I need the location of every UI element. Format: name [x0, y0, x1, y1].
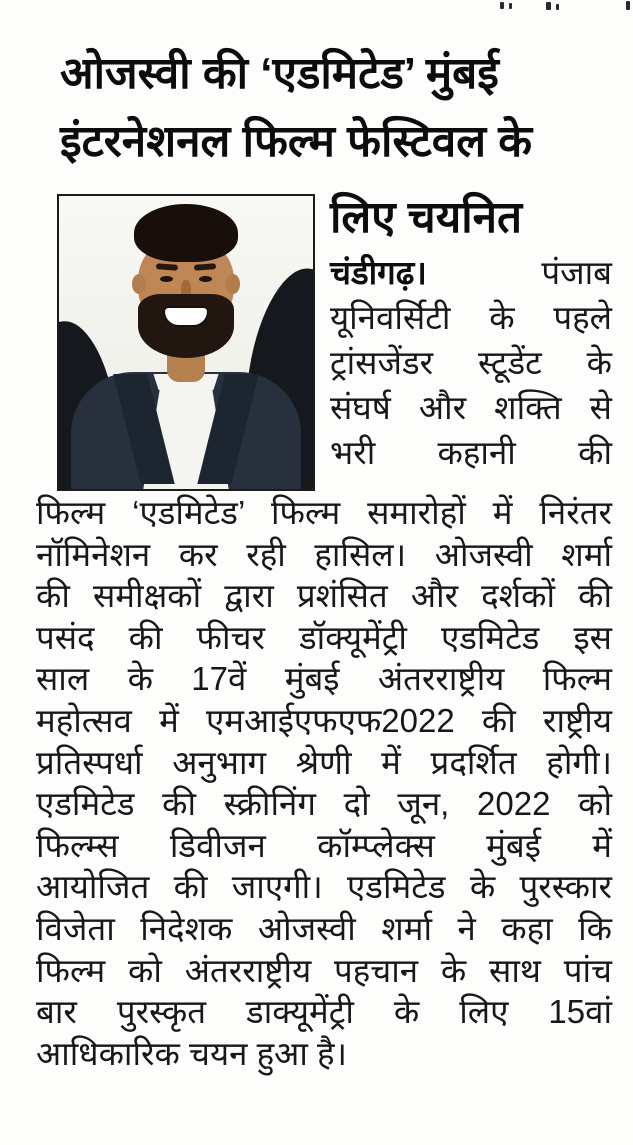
cropped-print-remnant: [626, 1, 630, 10]
cropped-print-remnant: [546, 2, 551, 10]
eye-left: [160, 276, 173, 282]
headline-line-1: ओजस्वी की ‘एडमिटेड’ मुंबई: [60, 49, 499, 98]
cropped-print-remnant: [500, 2, 504, 9]
article-body: [36, 492, 612, 1074]
right-column: [330, 186, 612, 475]
body-line: की समीक्षकों द्वारा प्रशंसित और दर्शकों की: [36, 577, 612, 615]
intro-line: [330, 250, 612, 295]
intro-line: यूनिवर्सिटी के पहले: [330, 299, 612, 336]
intro-line: भरी कहानी की: [330, 434, 612, 471]
body-line: फिल्म को अंतरराष्ट्रीय पहचान के साथ पांच: [36, 951, 612, 989]
beard: [138, 294, 234, 358]
intro-line: ट्रांसजेंडर स्टूडेंट के: [330, 344, 612, 381]
body-line: बार पुरस्कृत डाक्यूमेंट्री के लिए 15वां: [36, 993, 612, 1031]
body-line: नॉमिनेशन कर रही हासिल। ओजस्वी शर्मा: [36, 535, 612, 573]
body-line: फिल्म ‘एडमिटेड’ फिल्म समारोहों में निरंतर: [36, 494, 612, 531]
ear-right: [226, 274, 240, 294]
body-line: साल के 17वें मुंबई अंतरराष्ट्रीय फिल्म: [36, 660, 612, 698]
dateline: चंडीगढ़।: [330, 254, 427, 291]
eye-right: [199, 276, 212, 282]
body-line: आयोजित की जाएगी। एडमिटेड के पुरस्कार: [36, 868, 612, 906]
body-line: पसंद की फीचर डॉक्यूमेंट्री एडमिटेड इस: [36, 618, 612, 656]
body-line: आधिकारिक चयन हुआ है।: [36, 1034, 348, 1072]
article-photo: [57, 194, 315, 491]
intro-line: संघर्ष और शक्ति से: [330, 389, 612, 426]
headline-line-2: इंटरनेशनल फिल्म फेस्टिवल के: [60, 117, 533, 166]
body-line: एडमिटेड की स्क्रीनिंग दो जून, 2022 को: [36, 785, 612, 823]
body-line: फिल्म्स डिवीजन कॉम्प्लेक्स मुंबई में: [36, 826, 612, 864]
face-of-man: [134, 204, 238, 356]
body-line: विजेता निदेशक ओजस्वी शर्मा ने कहा कि: [36, 909, 612, 947]
cropped-print-remnant: [556, 4, 559, 10]
body-line: महोत्सव में एमआईएफएफ2022 की राष्ट्रीय: [36, 701, 612, 739]
article-headline: [60, 40, 613, 176]
cropped-print-remnant: [509, 3, 512, 9]
hair: [134, 204, 238, 262]
body-line: प्रतिस्पर्धा अनुभाग श्रेणी में प्रदर्शित होगी।: [36, 743, 612, 781]
intro-line-text: पंजाब: [541, 254, 612, 291]
ear-left: [132, 274, 146, 294]
smiling-mouth: [165, 308, 207, 325]
headline-line-3: लिए चयनित: [330, 193, 523, 242]
